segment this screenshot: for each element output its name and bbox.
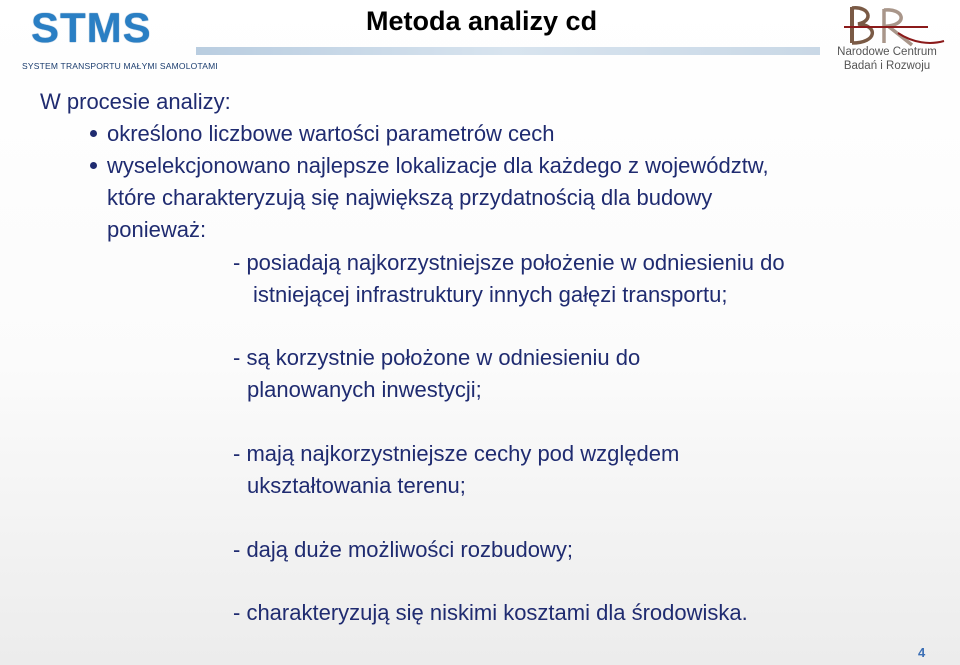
reason-item: - dają duże możliwości rozbudowy; — [233, 537, 573, 562]
bullet-item: określono liczbowe wartości parametrów cech — [107, 121, 555, 146]
stms-logo-text: STMS — [31, 4, 152, 51]
bullet-item-continuation: ponieważ: — [107, 217, 207, 242]
reason-item: - posiadają najkorzystniejsze położenie w odniesieniu do — [233, 250, 785, 275]
reason-item: - mają najkorzystniejsze cechy pod względem — [233, 441, 680, 466]
intro-text: W procesie analizy: — [40, 89, 231, 114]
reason-item-continuation: ukształtowania terenu; — [247, 473, 466, 498]
bullet-item: wyselekcjonowano najlepsze lokalizacje dla każdego z województw, — [107, 153, 769, 178]
page-number: 4 — [918, 645, 926, 660]
reason-item-continuation: planowanych inwestycji; — [247, 377, 482, 402]
bullet-item-continuation: które charakteryzują się największą przydatnością dla budowy — [107, 185, 713, 210]
bullet-dot-icon — [90, 162, 97, 169]
reason-item: - są korzystnie położone w odniesieniu do — [233, 345, 641, 370]
reason-item-continuation: istniejącej infrastruktury innych gałęzi transportu; — [253, 282, 728, 307]
bullet-dot-icon — [90, 130, 97, 137]
ncbr-logo-line1: Narodowe Centrum — [837, 46, 937, 58]
title-underline-bar — [196, 47, 820, 55]
slide-title: Metoda analizy cd — [366, 6, 598, 36]
reason-item: - charakteryzują się niskimi kosztami dla środowiska. — [233, 600, 748, 625]
ncbr-logo-line2: Badań i Rozwoju — [843, 60, 931, 72]
ncbr-logo-icon — [838, 3, 948, 48]
stms-logo-subtitle: SYSTEM TRANSPORTU MAŁYMI SAMOLOTAMI — [22, 61, 218, 71]
